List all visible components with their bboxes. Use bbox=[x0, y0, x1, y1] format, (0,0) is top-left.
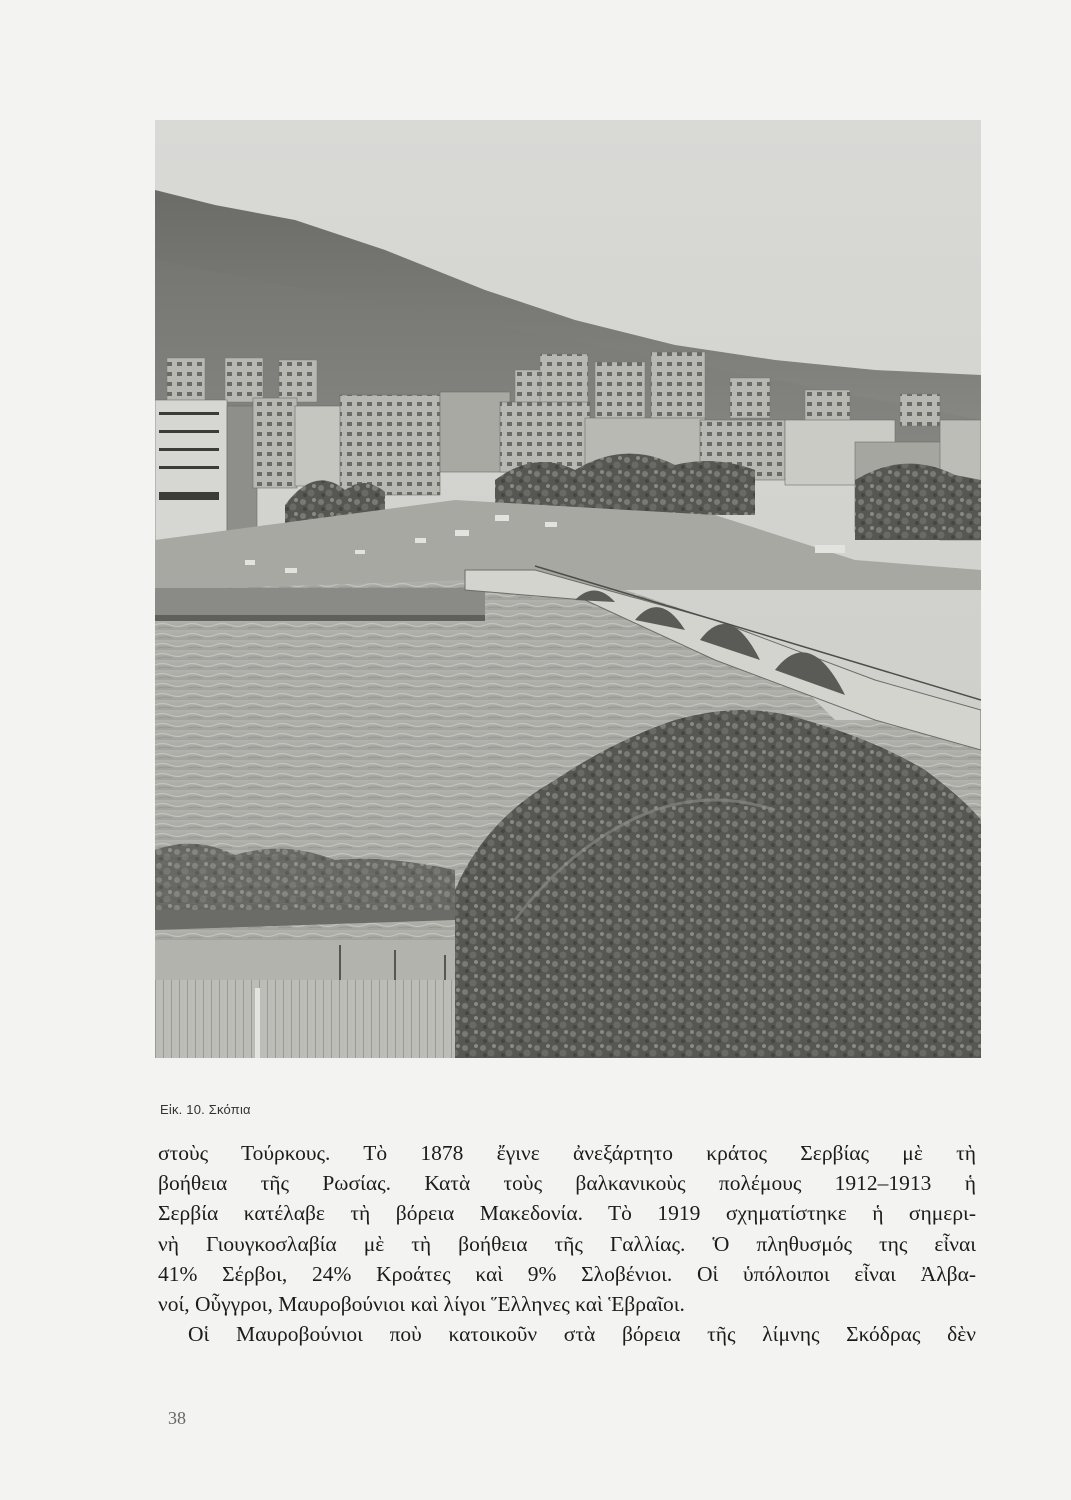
text-line: στοὺς Τούρκους. Τὸ 1878 ἔγινε ἀνεξάρτητο κράτος Σερβίας μὲ τὴ bbox=[158, 1141, 976, 1165]
skopje-photograph bbox=[155, 120, 981, 1058]
text-line: νοί, Οὗγγροι, Μαυροβούνιοι καὶ λίγοι Ἕλληνες καὶ Ἑβραῖοι. bbox=[158, 1292, 685, 1317]
text-line: Οἱ Μαυροβούνιοι ποὺ κατοικοῦν στὰ βόρεια τῆς λίμνης Σκόδρας δὲν bbox=[188, 1322, 976, 1347]
text-line: Σερβία κατέλαβε τὴ βόρεια Μακεδονία. Τὸ 1919 σχηματίστηκε ἡ σημερι- bbox=[158, 1201, 976, 1226]
body-text bbox=[158, 1138, 976, 1349]
text-line: 41% Σέρβοι, 24% Κροάτες καὶ 9% Σλοβένιοι. Οἱ ὑπόλοιποι εἶναι Ἀλβα- bbox=[158, 1261, 976, 1286]
text-line: νὴ Γιουγκοσλαβία μὲ τὴ βοήθεια τῆς Γαλλίας. Ὁ πληθυσμός της εἶναι bbox=[158, 1231, 976, 1256]
figure-caption: Εἰκ. 10. Σκόπια bbox=[160, 1102, 251, 1117]
text-line: βοήθεια τῆς Ρωσίας. Κατὰ τοὺς βαλκανικοὺς πολέμους 1912–1913 ἡ bbox=[158, 1171, 976, 1196]
page-number: 38 bbox=[168, 1408, 186, 1428]
